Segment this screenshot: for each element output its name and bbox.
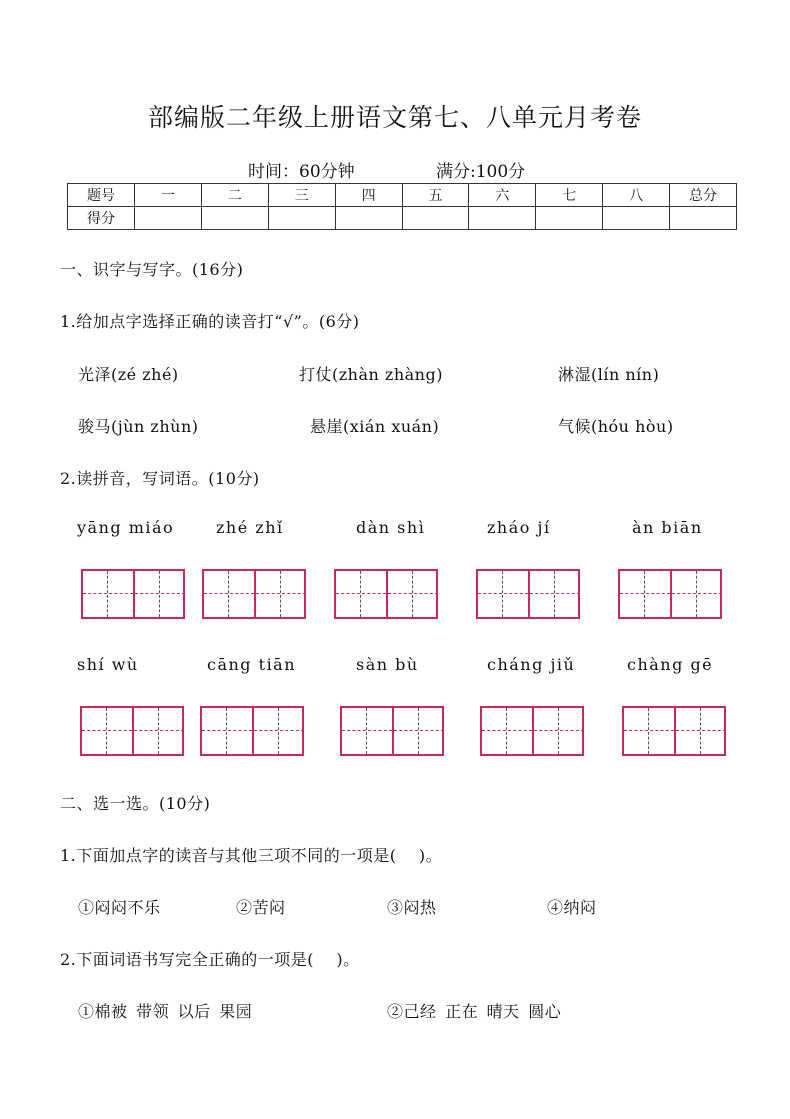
pinyin-label: cháng jiǔ — [487, 655, 576, 674]
section1-q1-prompt: 1.给加点字选择正确的读音打“√”。(6分) — [60, 312, 360, 331]
pinyin-label: shí wù — [77, 655, 139, 674]
writing-grid-cell[interactable] — [132, 708, 184, 754]
score-header-cell: 八 — [603, 184, 670, 207]
choice-option[interactable]: ③闷热 — [387, 898, 437, 917]
choice-option[interactable]: ①棉被 带领 以后 果园 — [78, 1002, 253, 1021]
score-input-cell[interactable] — [335, 207, 402, 230]
section2-q1-prompt: 1.下面加点字的读音与其他三项不同的一项是( )。 — [60, 846, 443, 865]
writing-grid-cell[interactable] — [254, 571, 306, 617]
score-table-score-row — [68, 207, 737, 230]
writing-grid-box[interactable] — [334, 569, 438, 619]
pinyin-label: chàng gē — [627, 655, 714, 674]
score-header-cell: 六 — [469, 184, 536, 207]
writing-grid-box[interactable] — [340, 706, 444, 756]
section2-heading: 二、选一选。(10分) — [60, 794, 211, 813]
pinyin-label: cāng tiān — [207, 655, 297, 674]
score-header-cell: 七 — [536, 184, 603, 207]
writing-grid-cell[interactable] — [204, 571, 254, 617]
pinyin-label: zhé zhǐ — [216, 518, 284, 537]
score-input-cell[interactable] — [536, 207, 603, 230]
score-table-header-row — [68, 184, 737, 207]
score-header-cell: 五 — [402, 184, 469, 207]
writing-grid-box[interactable] — [480, 706, 584, 756]
writing-grid-cell[interactable] — [82, 708, 132, 754]
writing-grid-cell[interactable] — [252, 708, 304, 754]
writing-grid-cell[interactable] — [342, 708, 392, 754]
writing-grid-cell[interactable] — [83, 571, 133, 617]
writing-grid-cell[interactable] — [532, 708, 584, 754]
score-input-cell[interactable] — [670, 207, 737, 230]
pinyin-label: àn biān — [632, 518, 703, 537]
writing-grid-cell[interactable] — [392, 708, 444, 754]
writing-grid-box[interactable] — [80, 706, 184, 756]
pinyin-label: zháo jí — [487, 518, 551, 537]
score-input-cell[interactable] — [268, 207, 335, 230]
pinyin-label: dàn shì — [356, 518, 426, 537]
writing-grid-cell[interactable] — [386, 571, 438, 617]
writing-grid-cell[interactable] — [202, 708, 252, 754]
writing-grid-box[interactable] — [200, 706, 304, 756]
writing-grid-cell[interactable] — [478, 571, 528, 617]
score-input-cell[interactable] — [402, 207, 469, 230]
page-title: 部编版二年级上册语文第七、八单元月考卷 — [147, 103, 642, 132]
pinyin-choice-item[interactable]: 气候(hóu hòu) — [558, 417, 674, 436]
section2-q2-prompt: 2.下面词语书写完全正确的一项是( )。 — [60, 950, 360, 969]
exam-time: 时间：60分钟 — [248, 162, 355, 182]
writing-grid-box[interactable] — [618, 569, 722, 619]
pinyin-label: yāng miáo — [77, 518, 175, 537]
writing-grid-cell[interactable] — [624, 708, 674, 754]
pinyin-label: sàn bù — [356, 655, 419, 674]
writing-grid-box[interactable] — [476, 569, 580, 619]
writing-grid-cell[interactable] — [620, 571, 670, 617]
choice-option[interactable]: ④纳闷 — [547, 898, 597, 917]
score-header-cell: 一 — [135, 184, 202, 207]
score-header-cell: 三 — [268, 184, 335, 207]
score-input-cell[interactable] — [469, 207, 536, 230]
pinyin-choice-item[interactable]: 打仗(zhàn zhàng) — [299, 365, 443, 384]
writing-grid-box[interactable] — [622, 706, 726, 756]
writing-grid-cell[interactable] — [336, 571, 386, 617]
score-table — [67, 183, 737, 230]
exam-full-score: 满分:100分 — [436, 162, 526, 182]
score-input-cell[interactable] — [135, 207, 202, 230]
pinyin-choice-item[interactable]: 悬崖(xián xuán) — [310, 417, 440, 436]
writing-grid-cell[interactable] — [482, 708, 532, 754]
score-row-label: 得分 — [68, 207, 135, 230]
section1-heading: 一、识字与写字。(16分) — [60, 260, 244, 279]
score-header-cell: 二 — [201, 184, 268, 207]
writing-grid-box[interactable] — [81, 569, 185, 619]
writing-grid-cell[interactable] — [133, 571, 185, 617]
writing-grid-box[interactable] — [202, 569, 306, 619]
score-header-cell: 总分 — [670, 184, 737, 207]
score-header-cell: 四 — [335, 184, 402, 207]
score-header-cell: 题号 — [68, 184, 135, 207]
pinyin-choice-item[interactable]: 淋湿(lín nín) — [558, 365, 660, 384]
writing-grid-cell[interactable] — [528, 571, 580, 617]
score-input-cell[interactable] — [603, 207, 670, 230]
score-input-cell[interactable] — [201, 207, 268, 230]
choice-option[interactable]: ②苦闷 — [236, 898, 286, 917]
choice-option[interactable]: ①闷闷不乐 — [78, 898, 161, 917]
pinyin-choice-item[interactable]: 骏马(jùn zhùn) — [78, 417, 199, 436]
writing-grid-cell[interactable] — [670, 571, 722, 617]
section1-q2-prompt: 2.读拼音，写词语。(10分) — [60, 469, 260, 488]
writing-grid-cell[interactable] — [674, 708, 726, 754]
choice-option[interactable]: ②己经 正在 晴天 圆心 — [387, 1002, 562, 1021]
pinyin-choice-item[interactable]: 光泽(zé zhé) — [78, 365, 179, 384]
